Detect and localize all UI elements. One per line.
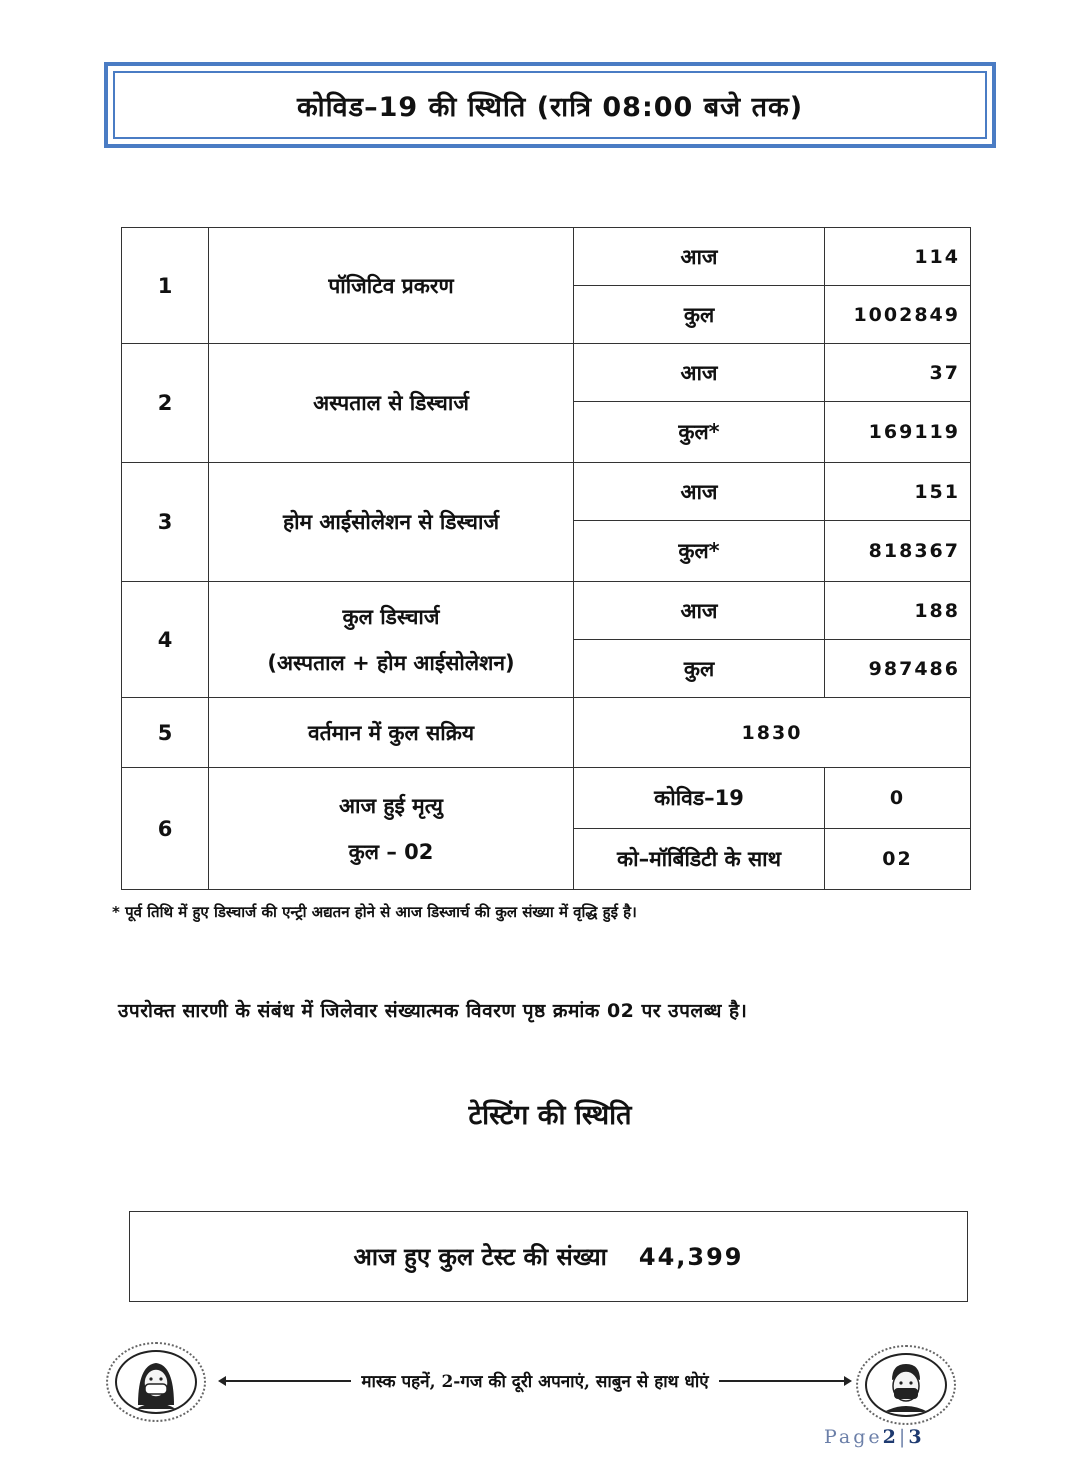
table-row [122, 344, 971, 402]
row-description [209, 768, 574, 890]
page-word: Page [824, 1426, 883, 1448]
table-row [122, 582, 971, 640]
woman-mask-icon [115, 1350, 197, 1414]
sub-value: 02 [825, 829, 971, 890]
test-count-box [129, 1211, 968, 1302]
sub-label: आज [574, 463, 825, 521]
sub-value: 188 [825, 582, 971, 640]
testing-heading: टेस्टिंग की स्थिति [468, 1100, 632, 1131]
table-row [122, 463, 971, 521]
slogan-row [220, 1369, 850, 1392]
sub-value: 0 [825, 768, 971, 829]
row-number: 4 [122, 582, 209, 698]
page-total: 3 [908, 1426, 925, 1448]
test-count-value: 44,399 [638, 1242, 744, 1271]
page-current: 2 [882, 1426, 899, 1448]
sub-label: कुल [574, 640, 825, 698]
row-number: 5 [122, 698, 209, 768]
title-inner-border [113, 71, 987, 139]
page-title: कोविड–19 की स्थिति (रात्रि 08:00 बजे तक) [296, 91, 804, 123]
sub-value: 818367 [825, 521, 971, 582]
man-mask-icon [865, 1353, 947, 1417]
sub-label: आज [574, 582, 825, 640]
table-row [122, 228, 971, 286]
title-box [104, 62, 996, 148]
sub-label: कुल* [574, 402, 825, 463]
man-mask-badge [856, 1345, 956, 1425]
row-description: पॉजिटिव प्रकरण [209, 228, 574, 344]
sub-value: 37 [825, 344, 971, 402]
row-description-line2: (अस्पताल + होम आईसोलेशन) [267, 650, 515, 675]
slogan-text: मास्क पहनें, 2-गज की दूरी अपनाएं, साबुन से हाथ धोएं [361, 1372, 709, 1392]
sub-value: 151 [825, 463, 971, 521]
row-description-line1: कुल डिस्चार्ज [342, 604, 440, 629]
row-description-line2: कुल – 02 [348, 839, 434, 864]
footnote: * पूर्व तिथि में हुए डिस्चार्ज की एन्ट्री अद्यतन होने से आज डिस्जार्च की कुल संख्या में वृद्धि हुई है। [112, 903, 637, 921]
row-number: 3 [122, 463, 209, 582]
sub-label: कुल* [574, 521, 825, 582]
sub-label: को–मॉर्बिडिटी के साथ [574, 829, 825, 890]
sub-label: आज [574, 344, 825, 402]
covid-status-table [121, 227, 971, 890]
sub-value: 114 [825, 228, 971, 286]
arrow-right-icon [719, 1380, 850, 1382]
active-cases-value: 1830 [574, 698, 971, 768]
row-description [209, 582, 574, 698]
sub-label: कोविड–19 [574, 768, 825, 829]
page-number [824, 1426, 925, 1448]
test-count-label: आज हुए कुल टेस्ट की संख्या [353, 1243, 607, 1271]
row-description-line1: आज हुई मृत्यु [339, 793, 443, 818]
sub-value: 987486 [825, 640, 971, 698]
row-number: 1 [122, 228, 209, 344]
row-description: वर्तमान में कुल सक्रिय [209, 698, 574, 768]
row-description: अस्पताल से डिस्चार्ज [209, 344, 574, 463]
woman-mask-badge [106, 1342, 206, 1422]
sub-value: 169119 [825, 402, 971, 463]
sub-label: आज [574, 228, 825, 286]
sub-value: 1002849 [825, 286, 971, 344]
arrow-left-icon [220, 1380, 351, 1382]
table-row [122, 768, 971, 829]
sub-label: कुल [574, 286, 825, 344]
row-description: होम आईसोलेशन से डिस्चार्ज [209, 463, 574, 582]
district-note: उपरोक्त सारणी के संबंध में जिलेवार संख्यात्मक विवरण पृष्ठ क्रमांक 02 पर उपलब्ध है। [118, 1000, 748, 1022]
row-number: 2 [122, 344, 209, 463]
table-row [122, 698, 971, 768]
row-number: 6 [122, 768, 209, 890]
page-separator: | [898, 1426, 909, 1448]
